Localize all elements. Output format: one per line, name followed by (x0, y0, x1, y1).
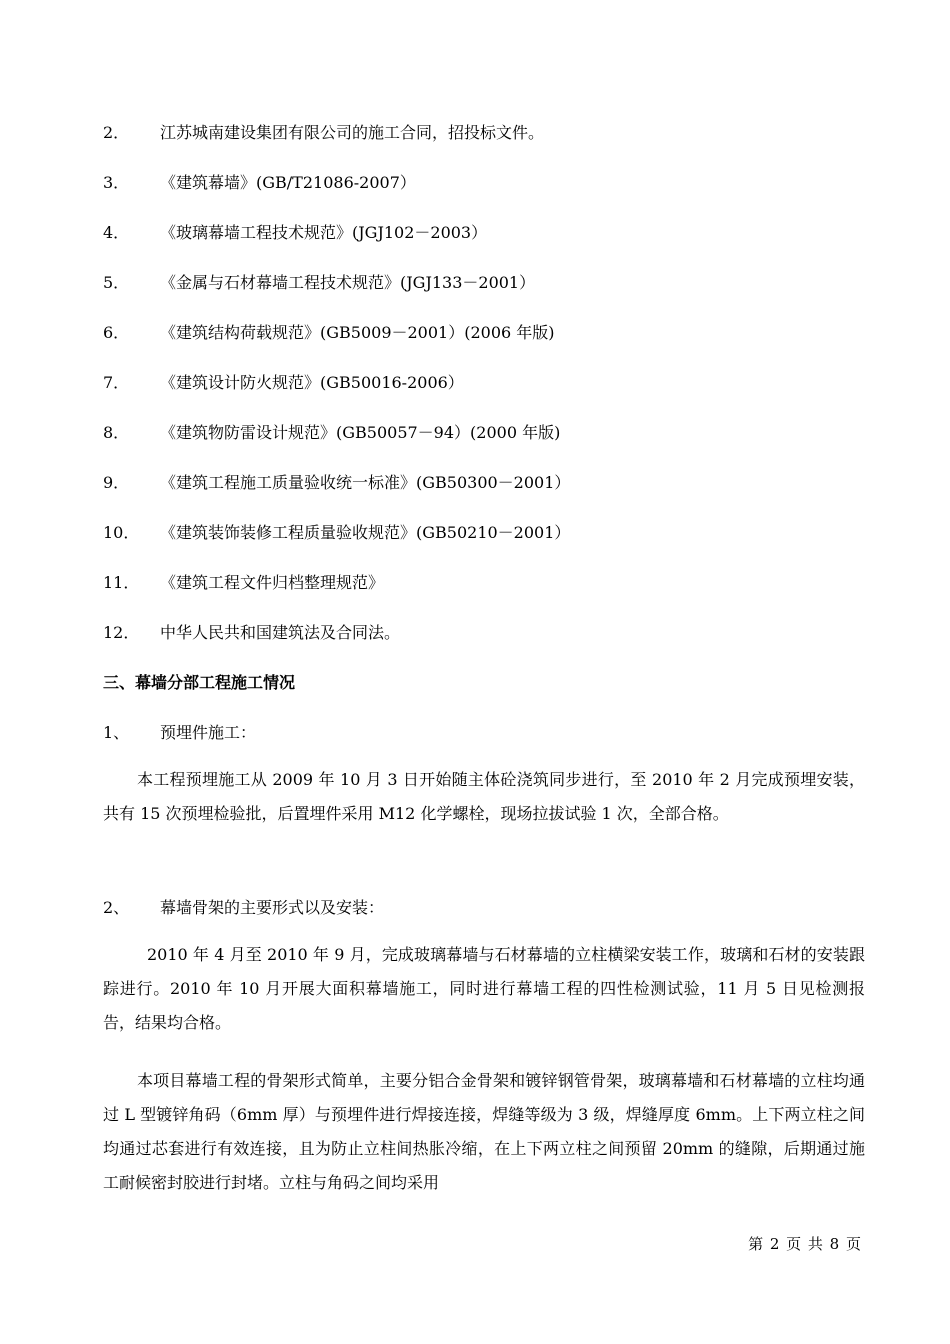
list-item-text: 《建筑物防雷设计规范》(GB50057－94）(2000 年版) (160, 423, 561, 442)
subsection-number: 1、 (103, 723, 130, 742)
subsection-title: 幕墙骨架的主要形式以及安装： (160, 898, 385, 917)
list-item-text: 《金属与石材幕墙工程技术规范》(JGJ133－2001） (160, 273, 536, 292)
list-item-number: 6． (103, 323, 130, 342)
list-item (103, 423, 560, 443)
paragraph: 2010 年 4 月至 2010 年 9 月，完成玻璃幕墙与石材幕墙的立柱横梁安装工作，玻璃和石材的安装跟踪进行。2010 年 10 月开展大面积幕墙施工，同时进行幕墙工程的四性检测试验，11 月 5 日见检测报告，结果均合格。 (103, 945, 865, 1032)
list-item-number: 2． (103, 123, 130, 142)
list-item-number: 5． (103, 273, 130, 292)
list-item-text: 《建筑工程文件归档整理规范》 (160, 573, 385, 592)
list-item (103, 323, 555, 343)
list-item-text: 《建筑工程施工质量验收统一标准》(GB50300－2001） (160, 473, 571, 492)
subsection-title: 预埋件施工： (160, 723, 257, 742)
paragraph: 本工程预埋施工从 2009 年 10 月 3 日开始随主体砼浇筑同步进行，至 2010 年 2 月完成预埋安装，共有 15 次预埋检验批，后置埋件采用 M12 化学螺栓，现场拉拔试验 1 次，全部合格。 (103, 770, 865, 823)
subsection-heading (103, 898, 384, 918)
list-item-number: 8． (103, 423, 130, 442)
list-item (103, 273, 535, 293)
list-item-text: 《建筑幕墙》(GB/T21086-2007） (160, 173, 416, 192)
paragraph: 本项目幕墙工程的骨架形式简单，主要分铝合金骨架和镀锌钢管骨架，玻璃幕墙和石材幕墙的立柱均通过 L 型镀锌角码（6mm 厚）与预埋件进行焊接连接，焊缝等级为 3 级，焊缝厚度 6mm。上下两立柱之间均通过芯套进行有效连接，且为防止立柱间热胀冷缩，在上下两立柱之间预留 20mm 的缝隙，后期通过施工耐候密封胶进行封堵。立柱与角码之间均采用 (103, 1071, 865, 1192)
subsection-heading (103, 723, 256, 743)
list-item-text: 江苏城南建设集团有限公司的施工合同，招投标文件。 (160, 123, 545, 142)
list-item-text: 《建筑结构荷载规范》(GB5009－2001）(2006 年版) (160, 323, 555, 342)
list-item-number: 12． (103, 623, 140, 642)
list-item (103, 523, 570, 543)
subsection-number: 2、 (103, 898, 130, 917)
page-footer: 第 2 页 共 8 页 (748, 1235, 862, 1253)
list-item-number: 3． (103, 173, 130, 192)
list-item (103, 373, 464, 393)
list-item (103, 623, 400, 643)
list-item-text: 《玻璃幕墙工程技术规范》(JGJ102－2003） (160, 223, 488, 242)
list-item-number: 7． (103, 373, 130, 392)
list-item (103, 573, 384, 593)
list-item (103, 473, 570, 493)
section-heading: 三、幕墙分部工程施工情况 (103, 673, 296, 692)
list-item-number: 11． (103, 573, 140, 592)
list-item-text: 《建筑装饰装修工程质量验收规范》(GB50210－2001） (160, 523, 571, 542)
list-item-text: 《建筑设计防火规范》(GB50016-2006） (160, 373, 464, 392)
list-item-number: 4． (103, 223, 130, 242)
list-item-text: 中华人民共和国建筑法及合同法。 (160, 623, 401, 642)
list-item (103, 123, 544, 143)
list-item (103, 173, 416, 193)
list-item-number: 10． (103, 523, 140, 542)
list-item-number: 9． (103, 473, 130, 492)
list-item (103, 223, 487, 243)
